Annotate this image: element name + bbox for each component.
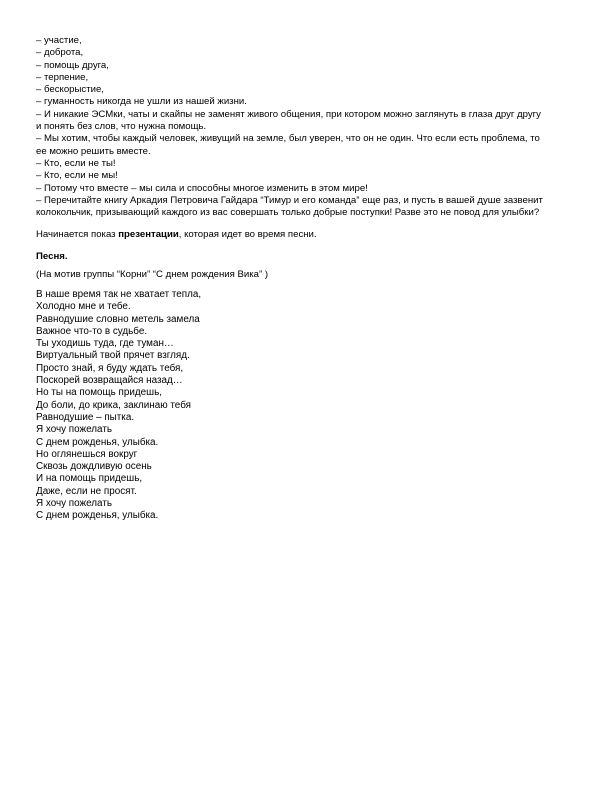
- lyric-line: Важное что-то в судьбе.: [36, 325, 148, 337]
- bullet-line: – Мы хотим, чтобы каждый человек, живущий на земле, был уверен, что он не один. Что если есть проблема, то: [36, 133, 540, 145]
- lyric-line: Но оглянешься вокруг: [36, 448, 138, 460]
- bullet-line: – помощь друга,: [36, 59, 109, 71]
- lyric-line: Холодно мне и тебе.: [36, 301, 131, 313]
- lyric-line: Равнодушие – пытка.: [36, 411, 135, 423]
- song-lyrics: [36, 289, 578, 523]
- lyric-line: Ты уходишь туда, где туман…: [36, 338, 174, 350]
- lyric-line: В наше время так не хватает тепла,: [36, 289, 202, 300]
- bullet-list: [36, 35, 578, 219]
- bullet-line: колокольчик, призывающий каждого из вас совершать только добрые поступки! Разве это не повод для улыбки?: [36, 207, 540, 219]
- intro-text-after: , которая идет во время песни.: [178, 229, 317, 240]
- lyric-line: И на помощь придешь,: [36, 473, 143, 485]
- lyric-line: Я хочу пожелать: [36, 424, 113, 436]
- bullet-line: ее можно решить вместе.: [36, 145, 151, 157]
- lyric-line: Даже, если не просят.: [36, 485, 137, 497]
- bullet-line: и понять без слов, что нужна помощь.: [36, 121, 207, 133]
- bullet-line: – Потому что вместе – мы сила и способны многое изменить в этом мире!: [36, 182, 368, 194]
- bullet-line: – бескорыстие,: [36, 84, 104, 96]
- lyric-line: С днем рожденья, улыбка.: [36, 436, 159, 448]
- lyric-line: Поскорей возвращайся назад…: [36, 375, 183, 387]
- lyric-line: Просто знай, я буду ждать тебя,: [36, 362, 184, 374]
- bullet-line: – гуманность никогда не ушли из нашей жизни.: [36, 96, 247, 108]
- bullet-line: – Перечитайте книгу Аркадия Петровича Гайдара “Тимур и его команда” еще раз, и пусть в вашей душе зазвенит: [36, 194, 543, 206]
- intro-text-before: Начинается показ: [36, 229, 119, 240]
- lyric-line: До боли, до крика, заклинаю тебя: [36, 399, 191, 411]
- lyric-line: Сквозь дождливую осень: [36, 461, 152, 473]
- lyric-line: Я хочу пожелать: [36, 498, 113, 510]
- lyric-line: Виртуальный твой прячет взгляд.: [36, 350, 190, 362]
- bullet-line: – И никакие ЭСМки, чаты и скайпы не заменят живого общения, при котором можно заглянуть в глаза друг другу: [36, 108, 541, 120]
- bullet-line: – доброта,: [36, 47, 84, 59]
- lyric-line: Но ты на помощь придешь,: [36, 387, 162, 399]
- bullet-line: – Кто, если не ты!: [36, 157, 116, 169]
- intro-paragraph: [36, 229, 578, 241]
- song-subtitle: (На мотив группы “Корни” “С днем рождения Вика” ): [36, 269, 269, 280]
- bullet-line: – терпение,: [36, 71, 89, 83]
- song-heading: Песня.: [36, 251, 68, 262]
- lyric-line: С днем рожденья, улыбка.: [36, 510, 159, 522]
- bullet-line: – участие,: [36, 35, 82, 46]
- lyric-line: Равнодушие словно метель замела: [36, 313, 200, 325]
- bullet-line: – Кто, если не мы!: [36, 170, 118, 182]
- intro-text-bold: презентации: [118, 229, 179, 240]
